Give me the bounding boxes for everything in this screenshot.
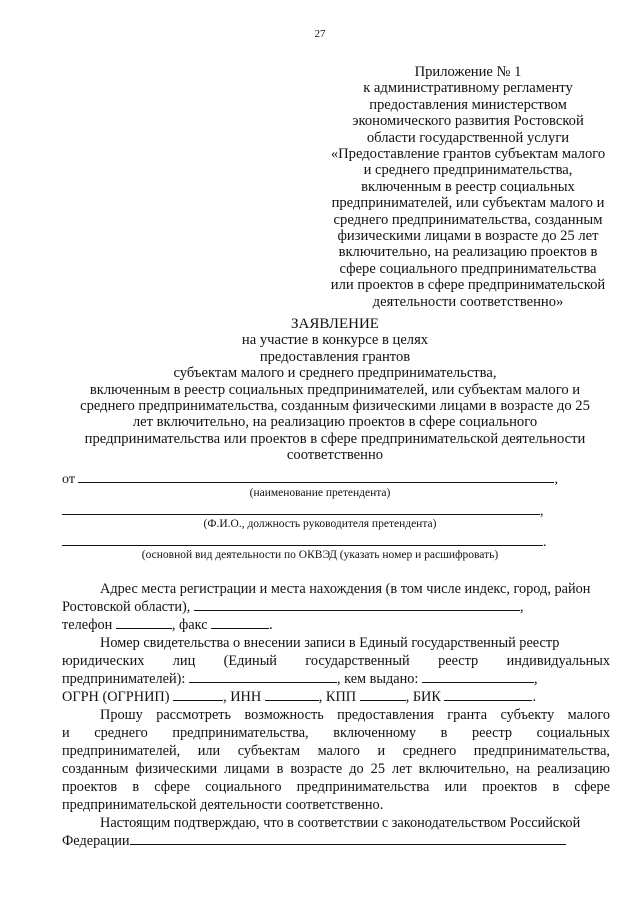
ogrn-field[interactable] xyxy=(173,688,223,701)
address-label: Ростовской области), xyxy=(62,599,191,615)
form-body xyxy=(62,580,610,850)
appendix-line: экономического развития Ростовской xyxy=(352,113,584,130)
federation-label: Федерации xyxy=(62,833,130,849)
appendix-line: включенным в реестр социальных xyxy=(361,178,575,195)
appendix-line: Приложение № 1 xyxy=(414,64,522,80)
request-paragraph-line: Прошу рассмотреть возможность предоставления гранта субъекту малого xyxy=(100,707,610,723)
title-line: среднего предпринимательства, созданным физическими лицами в возрасте до 25 xyxy=(80,398,590,415)
inn-field[interactable] xyxy=(265,688,319,701)
appendix-line: физическими лицами в возрасте до 25 лет xyxy=(337,228,599,245)
contacts-line xyxy=(62,616,610,634)
punctuation: , xyxy=(519,599,524,615)
appendix-header xyxy=(318,64,618,310)
okved-field[interactable] xyxy=(62,533,543,546)
confirmation-field[interactable] xyxy=(130,832,566,845)
kpp-label: , КПП xyxy=(318,689,357,705)
kpp-field[interactable] xyxy=(360,688,406,701)
confirmation-line: Настоящим подтверждаю, что в соответствии с законодательством Российской xyxy=(100,815,581,831)
certificate-label: предпринимателей): xyxy=(62,671,186,687)
appendix-line: области государственной услуги xyxy=(366,129,570,146)
applicant-name-field[interactable] xyxy=(78,470,554,483)
title-line: субъектам малого и среднего предпринимательства, xyxy=(173,365,497,382)
address-line-2 xyxy=(62,598,610,616)
appendix-line: предпринимателей, или субъектам малого и xyxy=(331,195,605,212)
certificate-line-3 xyxy=(62,670,610,688)
punctuation: . xyxy=(269,617,273,633)
punctuation: , xyxy=(554,472,558,487)
phone-field[interactable] xyxy=(116,616,172,629)
appendix-line: и среднего предпринимательства, xyxy=(363,162,573,179)
title-line: лет включительно, на реализацию проектов в сфере социального xyxy=(132,414,538,431)
address-line: Адрес места регистрации и места нахождения (в том числе индекс, город, район xyxy=(100,581,591,597)
certificate-number-field[interactable] xyxy=(189,670,337,683)
issued-by-label: , кем выдано: xyxy=(336,671,419,687)
head-name-caption: (Ф.И.О., должность руководителя претендента) xyxy=(203,518,437,530)
request-paragraph-line: проектов в сфере социального предпринимательства или проектов в сфере xyxy=(62,779,610,795)
from-label: от xyxy=(62,472,75,487)
appendix-line: сфере социального предпринимательства xyxy=(339,260,597,277)
ogrn-label: ОГРН (ОГРНИП) xyxy=(62,689,170,705)
applicant-name-caption: (наименование претендента) xyxy=(249,487,391,499)
page-number: 27 xyxy=(314,28,326,40)
okved-caption: (основной вид деятельности по ОКВЭД (указать номер и расшифровать) xyxy=(141,549,499,561)
application-title-block xyxy=(30,316,640,464)
address-field[interactable] xyxy=(194,598,520,611)
bik-label: , БИК xyxy=(405,689,441,705)
punctuation: , xyxy=(533,671,538,687)
appendix-line: к административному регламенту xyxy=(363,80,573,97)
certificate-line-2: юридических лиц (Единый государственный реестр индивидуальных xyxy=(62,653,610,669)
fax-label: , факс xyxy=(171,617,208,633)
punctuation: . xyxy=(543,535,547,550)
confirmation-line-2 xyxy=(62,832,610,850)
punctuation: . xyxy=(532,689,537,705)
request-paragraph-line: предпринимательской деятельности соответственно. xyxy=(62,797,384,813)
appendix-line: или проектов в сфере предпринимательской xyxy=(330,277,606,294)
appendix-line: «Предоставление грантов субъектам малого xyxy=(330,146,606,163)
inn-label: , ИНН xyxy=(223,689,262,705)
title-line: предоставления грантов xyxy=(259,348,411,365)
appendix-line: предоставления министерством xyxy=(369,96,567,113)
title-line: на участие в конкурсе в целях xyxy=(241,332,429,349)
request-paragraph-line: и среднего предпринимательства, включенному в реестр социальных xyxy=(62,725,610,741)
registry-codes-line xyxy=(62,688,610,706)
phone-label: телефон xyxy=(62,617,113,633)
head-name-field[interactable] xyxy=(62,502,540,515)
bik-field[interactable] xyxy=(444,688,532,701)
certificate-line: Номер свидетельства о внесении записи в Единый государственный реестр xyxy=(100,635,560,651)
appendix-line: среднего предпринимательства, созданным xyxy=(333,211,603,228)
appendix-line: включительно, на реализацию проектов в xyxy=(338,244,598,261)
fax-field[interactable] xyxy=(211,616,269,629)
document-title: ЗАЯВЛЕНИЕ xyxy=(291,316,379,332)
title-line: включенным в реестр социальных предпринимателей, или субъектам малого и xyxy=(89,381,581,398)
title-line: соответственно xyxy=(286,447,384,464)
applicant-name-row xyxy=(62,470,558,488)
punctuation: , xyxy=(540,504,544,519)
request-paragraph-line: созданным физическими лицами в возрасте до 25 лет включительно, на реализацию xyxy=(62,761,610,777)
issued-by-field[interactable] xyxy=(422,670,534,683)
appendix-line: деятельности соответственно» xyxy=(372,293,564,310)
title-line: предпринимательства или проектов в сфере предпринимательской деятельности xyxy=(84,430,586,447)
request-paragraph-line: предпринимателей, или субъектам малого и среднего предпринимательства, xyxy=(62,743,610,759)
